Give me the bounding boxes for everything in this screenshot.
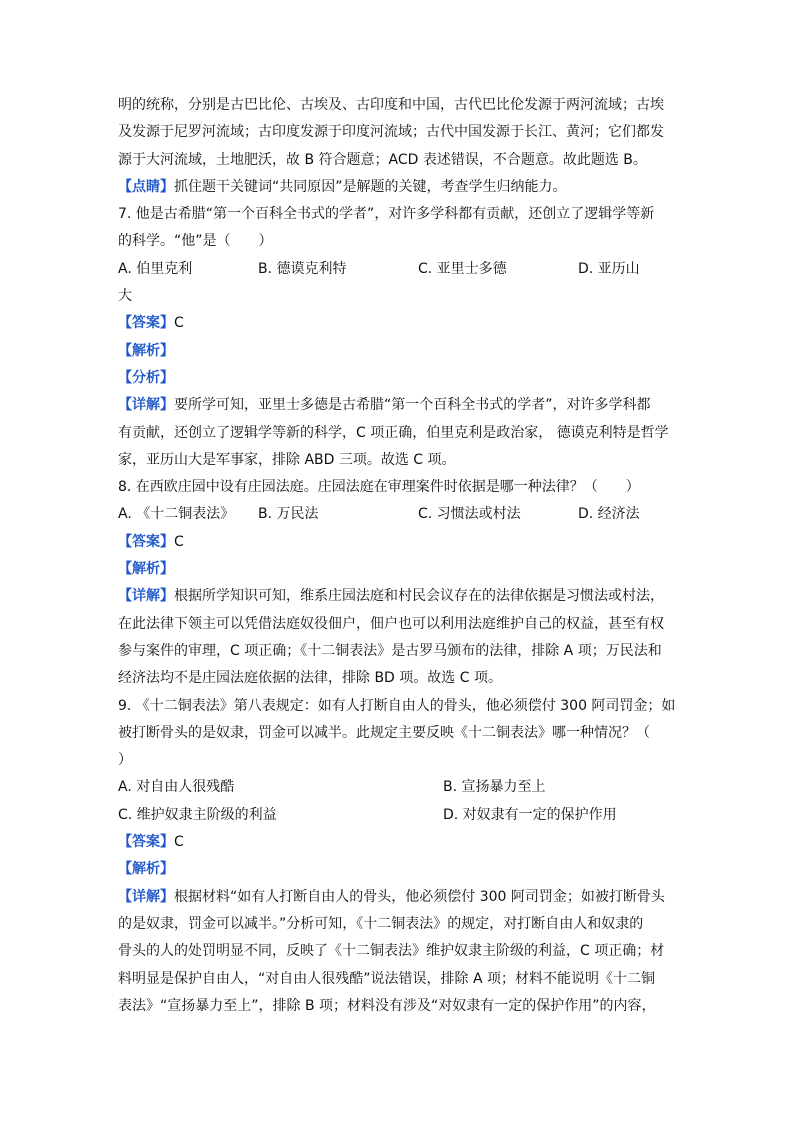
q7-option-a: A. 伯里克利 <box>118 260 193 277</box>
q7-xiangjie-line: 有贡献，还创立了逻辑学等新的科学，C 项正确，伯里克利是政治家， 德谟克利特是哲学 <box>118 424 669 441</box>
intro-line: 源于大河流域，土地肥沃，故 B 符合题意；ACD 表述错误，不合题意。故此题选 B。 <box>118 151 647 168</box>
xiangjie-tag: 【详解】 <box>118 588 174 605</box>
q7-answer <box>118 310 678 337</box>
q9-stem: 被打断骨头的是奴隶，罚金可以减半。此规定主要反映《十二铜表法》哪一种情况？（ <box>118 724 650 741</box>
q9-stem: ） <box>118 752 132 769</box>
intro-line: 及发源于尼罗河流域；古印度发源于印度河流域；古代中国发源于长江、黄河；它们都发 <box>118 124 664 141</box>
dianjing-text: 抓住题干关键词“共同原因”是解题的关键，考查学生归纳能力。 <box>174 178 567 195</box>
answer-value: C <box>174 834 184 851</box>
answer-tag: 【答案】 <box>118 315 174 332</box>
q9-option-c: C. 维护奴隶主阶级的利益 <box>118 806 277 823</box>
q7-stem: 的科学。“他”是（ ） <box>118 233 273 250</box>
document-page <box>118 92 678 1020</box>
q8-option-c: C. 习惯法或村法 <box>418 506 521 523</box>
q8-xiangjie-line: 参与案件的审理，C 项正确；《十二铜表法》是古罗马颁布的法律，排除 A 项；万民法和 <box>118 642 662 659</box>
q9-xiangjie-line: 骨头的人的处罚明显不同，反映了《十二铜表法》维护奴隶主阶级的利益，C 项正确；材 <box>118 943 665 960</box>
jiexi-tag: 【解析】 <box>118 342 174 359</box>
xiangjie-tag: 【详解】 <box>118 888 174 905</box>
fenxi-tag: 【分析】 <box>118 369 174 386</box>
q9-xiangjie-line: 表法》“宣扬暴力至上”，排除 B 项；材料没有涉及“对奴隶有一定的保护作用”的内容， <box>118 997 656 1014</box>
q9-options-row1 <box>118 774 678 801</box>
q7-fenxi <box>118 365 678 392</box>
xiangjie-text: 根据材料“如有人打断自由人的骨头，他必须偿付 300 阿司罚金；如被打断骨头 <box>174 888 665 905</box>
answer-tag: 【答案】 <box>118 834 174 851</box>
q7-option-d: D. 亚历山 <box>578 260 640 277</box>
jiexi-tag: 【解析】 <box>118 861 174 878</box>
q7-jiexi <box>118 338 678 365</box>
q9-stem: 9. 《十二铜表法》第八表规定：如有人打断自由人的骨头，他必须偿付 300 阿司罚金；如 <box>118 697 676 714</box>
q9-xiangjie <box>118 884 678 911</box>
xiangjie-text: 要所学可知，亚里士多德是古希腊“第一个百科全书式的学者”，对许多学科都 <box>174 397 651 414</box>
q7-option-d-wrap: 大 <box>118 288 132 305</box>
intro-line: 明的统称，分别是古巴比伦、古埃及、古印度和中国，古代巴比伦发源于两河流域；古埃 <box>118 97 664 113</box>
answer-value: C <box>174 315 184 332</box>
q8-xiangjie <box>118 583 678 610</box>
q8-option-b: B. 万民法 <box>258 506 319 523</box>
q7-stem: 7. 他是古希腊“第一个百科全书式的学者”，对许多学科都有贡献，还创立了逻辑学等新 <box>118 206 655 223</box>
q8-options <box>118 501 678 528</box>
q9-xiangjie-line: 的是奴隶，罚金可以减半。”分析可知，《十二铜表法》的规定，对打断自由人和奴隶的 <box>118 915 644 932</box>
q8-option-d: D. 经济法 <box>578 506 640 523</box>
q8-stem: 8. 在西欧庄园中设有庄园法庭。庄园法庭在审理案件时依据是哪一种法律？（ ） <box>118 479 640 496</box>
jiexi-tag: 【解析】 <box>118 561 174 578</box>
q9-option-a: A. 对自由人很残酷 <box>118 779 235 796</box>
q9-xiangjie-line: 料明显是保护自由人，“对自由人很残酷”说法错误，排除 A 项；材料不能说明《十二铜 <box>118 970 655 987</box>
q7-option-b: B. 德谟克利特 <box>258 260 347 277</box>
answer-value: C <box>174 533 184 550</box>
xiangjie-tag: 【详解】 <box>118 397 174 414</box>
q7-option-c: C. 亚里士多德 <box>418 260 507 277</box>
q8-xiangjie-line: 在此法律下领主可以凭借法庭奴役佃户，佃户也可以利用法庭维护自己的权益，甚至有权 <box>118 615 664 632</box>
q7-xiangjie-line: 家，亚历山大是军事家，排除 ABD 三项。故选 C 项。 <box>118 451 456 468</box>
q9-jiexi <box>118 856 678 883</box>
q8-jiexi <box>118 556 678 583</box>
q9-options-row2 <box>118 802 678 829</box>
q9-option-d: D. 对奴隶有一定的保护作用 <box>443 806 617 823</box>
q7-options <box>118 256 678 283</box>
q8-answer <box>118 529 678 556</box>
q9-answer <box>118 829 678 856</box>
q9-option-b: B. 宣扬暴力至上 <box>443 779 546 796</box>
xiangjie-text: 根据所学知识可知，维系庄园法庭和村民会议存在的法律依据是习惯法或村法， <box>174 588 664 605</box>
q8-option-a: A. 《十二铜表法》 <box>118 506 235 523</box>
dianjing-tag: 【点睛】 <box>118 178 174 195</box>
q7-xiangjie <box>118 392 678 419</box>
answer-tag: 【答案】 <box>118 533 174 550</box>
q8-xiangjie-line: 经济法均不是庄园法庭依据的法律，排除 BD 项。故选 C 项。 <box>118 670 502 687</box>
dianjing-paragraph <box>118 174 678 201</box>
